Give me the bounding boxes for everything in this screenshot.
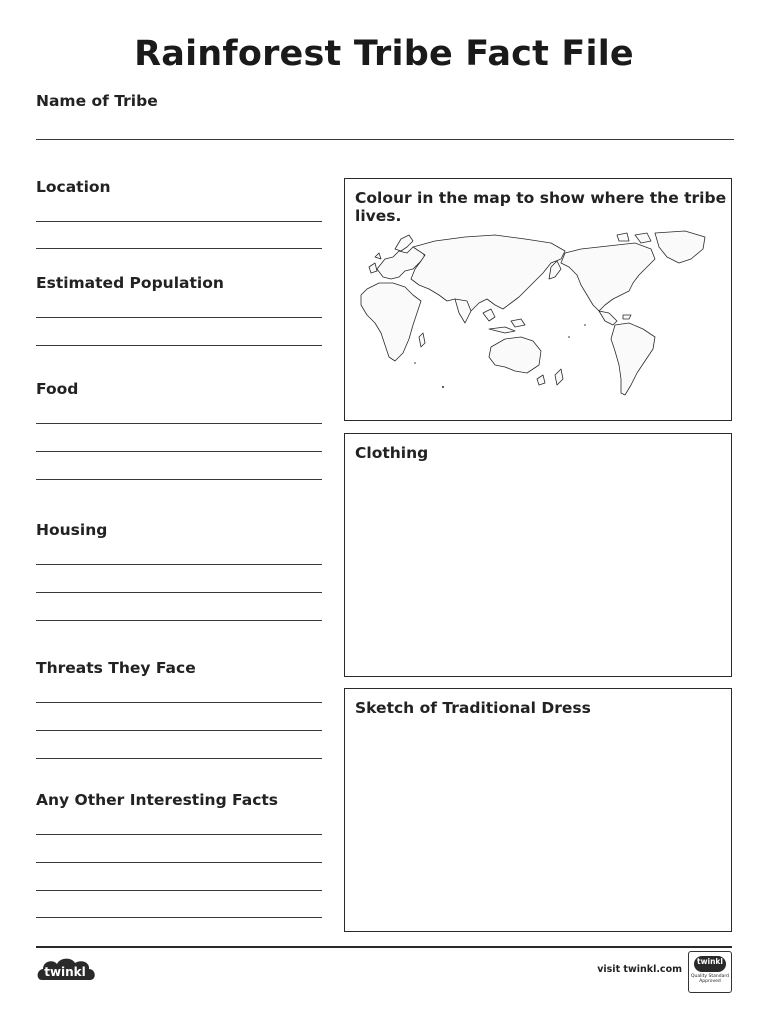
threats-line[interactable] [36, 702, 322, 703]
population-line[interactable] [36, 317, 322, 318]
svg-text:twinkl: twinkl [44, 965, 86, 979]
threats-line[interactable] [36, 730, 322, 731]
badge-text: Quality Standard Approved [691, 974, 729, 984]
other-facts-line[interactable] [36, 834, 322, 835]
sketch-label: Sketch of Traditional Dress [355, 699, 591, 717]
threats-line[interactable] [36, 758, 322, 759]
badge-logo-text: twinkl [697, 957, 723, 966]
location-label: Location [36, 178, 111, 196]
other-facts-line[interactable] [36, 917, 322, 918]
housing-line[interactable] [36, 564, 322, 565]
housing-line[interactable] [36, 620, 322, 621]
threats-label: Threats They Face [36, 659, 196, 677]
name-of-tribe-label: Name of Tribe [36, 92, 158, 110]
population-line[interactable] [36, 345, 322, 346]
sketch-box[interactable] [344, 688, 732, 932]
world-map-icon[interactable] [355, 229, 721, 407]
name-of-tribe-line[interactable] [36, 139, 734, 140]
estimated-population-label: Estimated Population [36, 274, 224, 292]
housing-label: Housing [36, 521, 108, 539]
footer-rule [36, 946, 732, 948]
map-box[interactable] [344, 178, 732, 421]
food-line[interactable] [36, 423, 322, 424]
clothing-box[interactable] [344, 433, 732, 677]
other-facts-line[interactable] [36, 890, 322, 891]
twinkl-logo-icon [34, 952, 100, 990]
quality-badge-icon [688, 951, 732, 993]
location-line[interactable] [36, 221, 322, 222]
location-line[interactable] [36, 248, 322, 249]
other-facts-line[interactable] [36, 862, 322, 863]
food-line[interactable] [36, 451, 322, 452]
other-facts-label: Any Other Interesting Facts [36, 791, 279, 809]
page-title: Rainforest Tribe Fact File [134, 34, 634, 74]
food-line[interactable] [36, 479, 322, 480]
map-instruction: Colour in the map to show where the tribe lives. [355, 189, 727, 225]
housing-line[interactable] [36, 592, 322, 593]
clothing-label: Clothing [355, 444, 429, 462]
visit-link[interactable]: visit twinkl.com [597, 964, 682, 975]
food-label: Food [36, 380, 79, 398]
